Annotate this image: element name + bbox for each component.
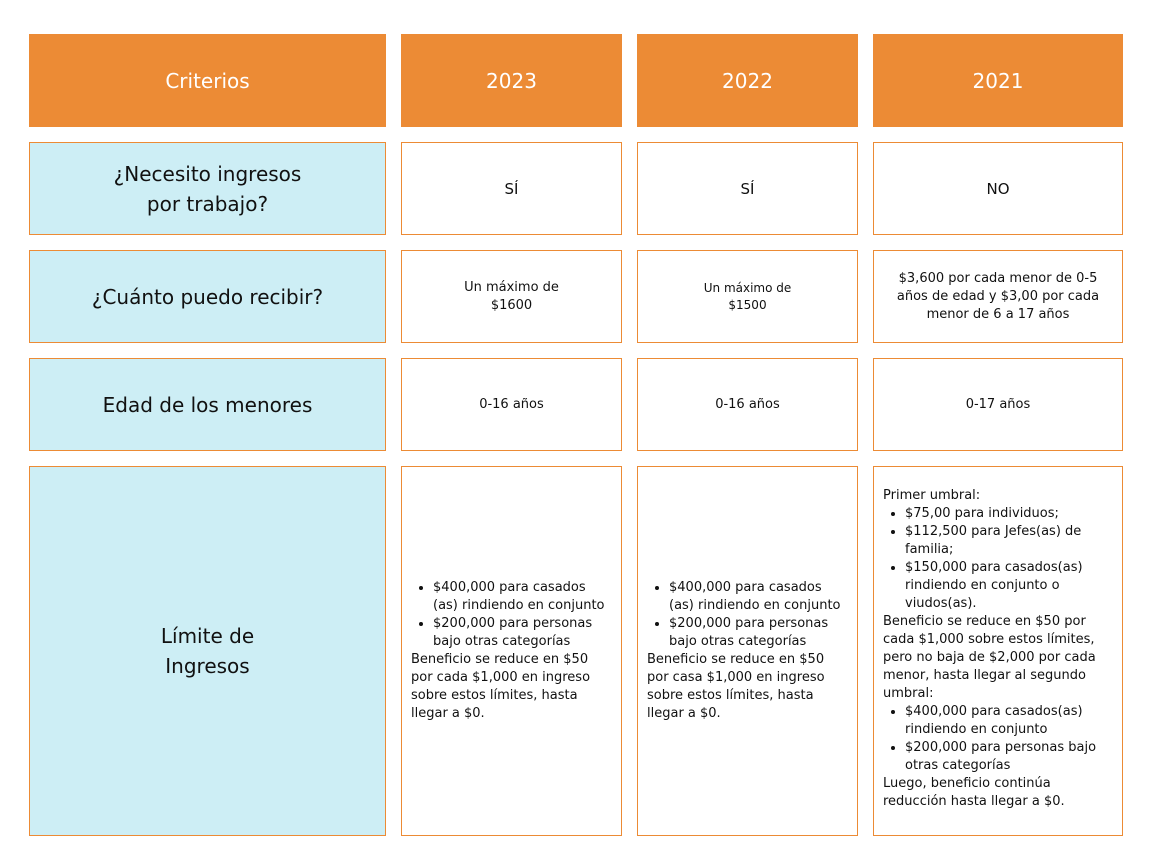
header-2022 xyxy=(637,34,858,127)
criteria-cuanto-recibir-label: ¿Cuánto puedo recibir? xyxy=(91,284,324,309)
header-2021-label: 2021 xyxy=(972,68,1024,93)
cell-limite-2021-content xyxy=(883,487,1113,811)
cell-ingresos-2022-value: SÍ xyxy=(740,179,755,198)
criteria-cuanto-recibir xyxy=(29,250,386,343)
limite-2021-end: Luego, beneficio continúa reducción hasta llegar a $0. xyxy=(883,776,1065,809)
list-item: • $400,000 para casados(as) rindiendo en conjunto xyxy=(905,703,1113,739)
cell-ingresos-2021 xyxy=(873,142,1123,235)
cell-edad-2021-value: 0-17 años xyxy=(965,396,1031,412)
cell-limite-2022 xyxy=(637,466,858,836)
criteria-edad-menores xyxy=(29,358,386,451)
header-2022-label: 2022 xyxy=(722,68,773,93)
list-item: • $400,000 para casados (as) rindiendo en conjunto xyxy=(669,579,848,615)
cell-ingresos-2023-value: SÍ xyxy=(504,179,519,198)
header-criterios-label: Criterios xyxy=(165,68,250,93)
cell-cuanto-2023-value: Un máximo de $1600 xyxy=(464,279,559,313)
limite-2022-note: Beneficio se reduce en $50 por casa $1,000 en ingreso sobre estos límites, hasta llegar a $0. xyxy=(647,652,825,721)
cell-cuanto-2023 xyxy=(401,250,622,343)
cell-edad-2023 xyxy=(401,358,622,451)
cell-ingresos-2023 xyxy=(401,142,622,235)
header-2023-label: 2023 xyxy=(486,68,537,93)
cell-edad-2023-value: 0-16 años xyxy=(479,396,544,412)
criteria-edad-menores-label: Edad de los menores xyxy=(102,392,313,417)
header-criterios xyxy=(29,34,386,127)
criteria-limite-ingresos-label: Límite de Ingresos xyxy=(160,624,255,678)
limite-2022-list xyxy=(647,579,848,651)
cell-cuanto-2021-value: $3,600 por cada menor de 0-5 años de edad y $3,00 por cada menor de 6 a 17 años xyxy=(896,270,1100,322)
list-item: • $112,500 para Jefes(as) de familia; xyxy=(905,523,1113,559)
cell-cuanto-2022 xyxy=(637,250,858,343)
cell-edad-2021 xyxy=(873,358,1123,451)
cell-ingresos-2021-value: NO xyxy=(986,179,1010,198)
header-2021 xyxy=(873,34,1123,127)
cell-limite-2021 xyxy=(873,466,1123,836)
list-item: • $200,000 para personas bajo otras categorías xyxy=(669,615,848,651)
criteria-limite-ingresos xyxy=(29,466,386,836)
cell-edad-2022 xyxy=(637,358,858,451)
limite-2023-list xyxy=(411,579,612,651)
limite-2021-first-list xyxy=(883,505,1113,613)
cell-ingresos-2022 xyxy=(637,142,858,235)
list-item: • $400,000 para casados (as) rindiendo en conjunto xyxy=(433,579,612,615)
list-item: • $75,00 para individuos; xyxy=(905,505,1113,523)
limite-2021-middle: Beneficio se reduce en $50 por cada $1,000 sobre estos límites, pero no baja de $2,000 por cada menor, hasta llegar al segundo umbral: xyxy=(883,614,1096,701)
cell-limite-2023 xyxy=(401,466,622,836)
limite-2023-note: Beneficio se reduce en $50 por cada $1,000 en ingreso sobre estos límites, hasta llegar a $0. xyxy=(411,652,591,721)
cell-cuanto-2022-value: Un máximo de $1500 xyxy=(703,280,792,312)
list-item: • $200,000 para personas bajo otras categorías xyxy=(905,739,1113,775)
cell-edad-2022-value: 0-16 años xyxy=(715,396,780,412)
criteria-ingresos-trabajo-label: ¿Necesito ingresos por trabajo? xyxy=(113,161,302,216)
list-item: • $150,000 para casados(as) rindiendo en conjunto o viudos(as). xyxy=(905,559,1113,613)
limite-2021-second-list xyxy=(883,703,1113,775)
criteria-ingresos-trabajo xyxy=(29,142,386,235)
cell-limite-2022-content xyxy=(647,579,848,723)
limite-2021-intro: Primer umbral: xyxy=(883,488,981,503)
list-item: • $200,000 para personas bajo otras categorías xyxy=(433,615,612,651)
header-2023 xyxy=(401,34,622,127)
cell-limite-2023-content xyxy=(411,579,612,723)
cell-cuanto-2021 xyxy=(873,250,1123,343)
